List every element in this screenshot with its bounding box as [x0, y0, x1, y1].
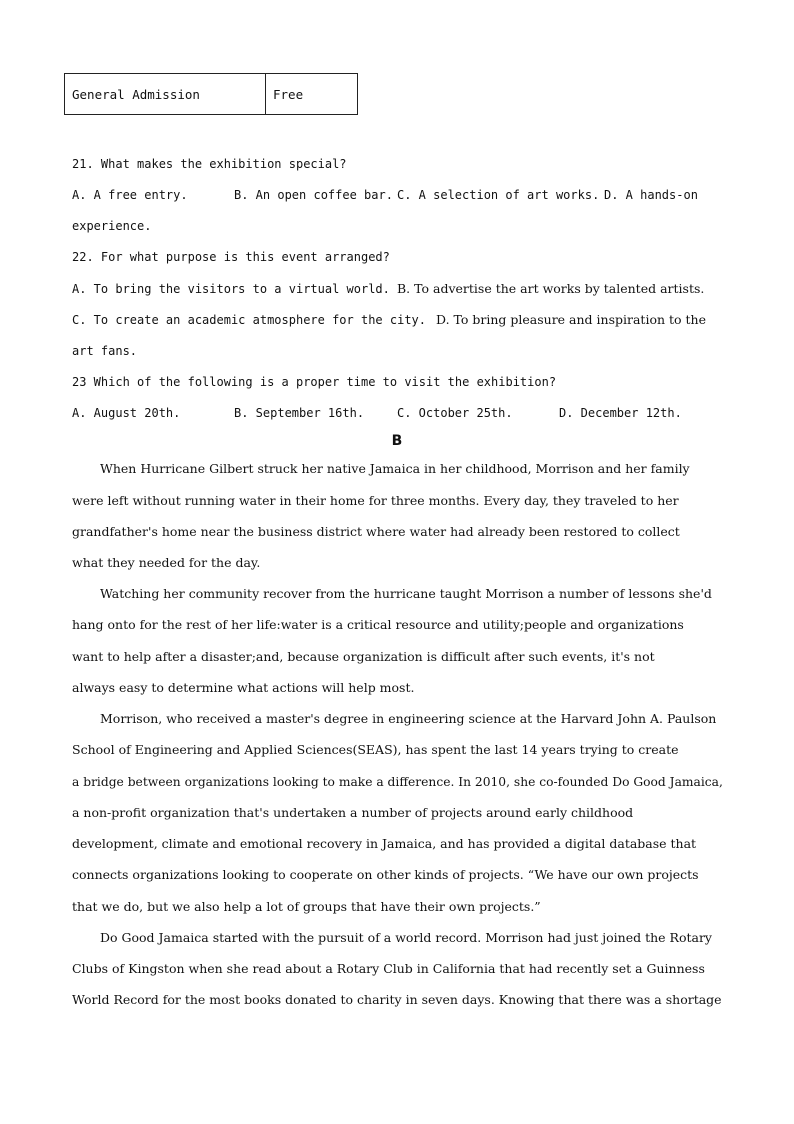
passage-line: development, climate and emotional recovery in Jamaica, and has provided a digital database that	[72, 836, 697, 851]
passage-line: that we do, but we also help a lot of groups that have their own projects.”	[72, 899, 541, 914]
question-22-option-d-wrap: art fans.	[72, 344, 138, 358]
passage-line: Clubs of Kingston when she read about a Rotary Club in California that had recently set a Guinness	[72, 961, 705, 976]
passage-line: hang onto for the rest of her life:water is a critical resource and utility;people and organizations	[72, 617, 684, 632]
question-21-option-c: C. A selection of art works.	[397, 188, 600, 202]
question-23-option-d: D. December 12th.	[559, 406, 682, 420]
question-21-option-b: B. An open coffee bar.	[234, 188, 393, 202]
section-heading: B	[391, 433, 403, 449]
passage-line: When Hurricane Gilbert struck her native Jamaica in her childhood, Morrison and her family	[100, 461, 690, 476]
passage-line: Morrison, who received a master's degree in engineering science at the Harvard John A. Paulson	[100, 711, 717, 726]
question-21-option-a: A. A free entry.	[72, 188, 188, 202]
passage-line: World Record for the most books donated to charity in seven days. Knowing that there was a shortage	[72, 992, 722, 1007]
question-22-stem: 22. For what purpose is this event arranged?	[72, 250, 390, 264]
question-22-option-a: A. To bring the visitors to a virtual world.	[72, 282, 390, 296]
passage-line: grandfather's home near the business district where water had already been restored to collect	[72, 524, 680, 539]
question-23-option-b: B. September 16th.	[234, 406, 365, 420]
passage-line: Watching her community recover from the hurricane taught Morrison a number of lessons she'd	[100, 586, 712, 601]
passage-line: were left without running water in their home for three months. Every day, they traveled to her	[72, 493, 679, 508]
admission-value-cell: Free	[266, 74, 358, 115]
passage-line: always easy to determine what actions will help most.	[72, 680, 415, 695]
passage-line: Do Good Jamaica started with the pursuit of a world record. Morrison had just joined the Rotary	[100, 930, 712, 945]
passage-line: connects organizations looking to cooperate on other kinds of projects. “We have our own projects	[72, 867, 699, 882]
question-21-option-d: D. A hands-on	[604, 188, 698, 202]
question-21-stem: 21. What makes the exhibition special?	[72, 157, 347, 171]
question-23-option-c: C. October 25th.	[397, 406, 513, 420]
passage-line: what they needed for the day.	[72, 555, 261, 570]
passage-line: a bridge between organizations looking to make a difference. In 2010, she co-founded Do Good Jamaica,	[72, 775, 723, 789]
question-22-option-c: C. To create an academic atmosphere for the city.	[72, 313, 427, 327]
admission-table	[64, 73, 358, 115]
admission-label-cell: General Admission	[65, 74, 266, 115]
question-22-option-b: B. To advertise the art works by talented artists.	[397, 281, 705, 296]
passage-line: a non-profit organization that's undertaken a number of projects around early childhood	[72, 805, 634, 820]
passage-line: want to help after a disaster;and, because organization is difficult after such events, it's not	[72, 649, 655, 664]
question-23-option-a: A. August 20th.	[72, 406, 181, 420]
passage-line: School of Engineering and Applied Sciences(SEAS), has spent the last 14 years trying to create	[72, 742, 679, 757]
question-21-option-d-wrap: experience.	[72, 219, 152, 233]
question-22-option-d: D. To bring pleasure and inspiration to the	[436, 312, 706, 327]
table-row	[65, 74, 358, 115]
question-23-stem: 23 Which of the following is a proper time to visit the exhibition?	[72, 375, 557, 389]
